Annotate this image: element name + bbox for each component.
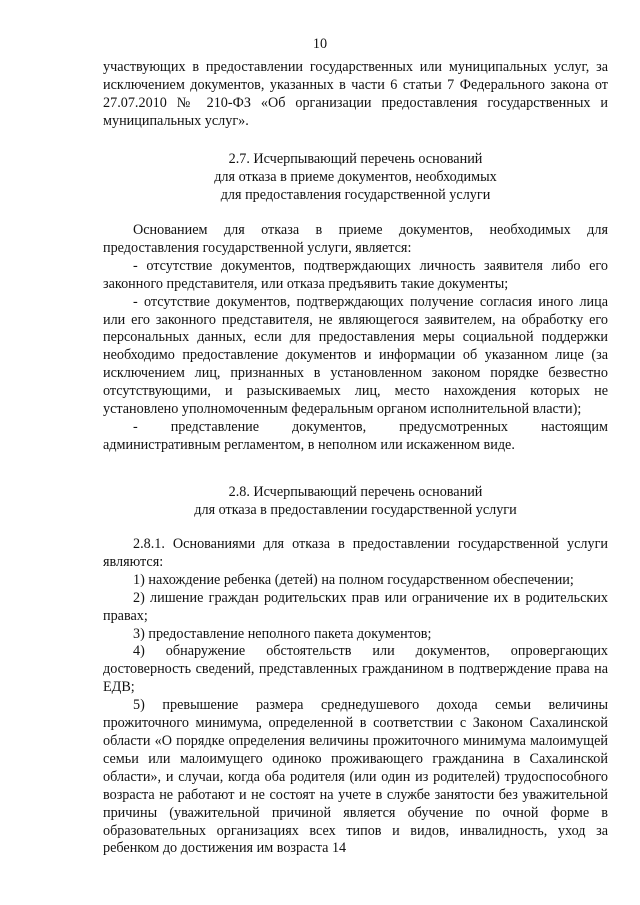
- section-2-7-item: - отсутствие документов, подтверждающих получение согласия иного лица или его законного представителя, не являющегося заявителем, на обработку его персональных данных, если для предоставления меры социальной поддержки необходимо предоставление документов и информации об указанном лице (за исключением лиц, признанных в установленном законом порядке безвестно отсутствующими, и разыскиваемых лиц, место нахождения которых не установлено уполномоченным федеральным органом исполнительной власти);: [103, 293, 608, 418]
- section-2-8-item: 3) предоставление неполного пакета документов;: [133, 625, 432, 642]
- section-2-7-heading: [103, 150, 608, 205]
- intro-paragraph: участвующих в предоставлении государственных или муниципальных услуг, за исключением документов, указанных в части 6 статьи 7 Федерального закона от 27.07.2010 № 210-ФЗ «Об организации предоставления государственных и муниципальных услуг».: [103, 59, 608, 129]
- section-2-8-heading-line: 2.8. Исчерпывающий перечень оснований: [228, 484, 483, 500]
- intro-paragraph-block: [103, 59, 608, 131]
- section-2-7-heading-line: для предоставления государственной услуги: [220, 187, 491, 204]
- section-2-7-heading-line: 2.7. Исчерпывающий перечень оснований: [228, 151, 483, 167]
- section-2-7-body: [103, 222, 608, 455]
- section-2-7-item: - представление документов, предусмотренных настоящим административным регламентом, в неполном или искаженном виде.: [103, 418, 608, 453]
- section-2-7-heading-line: для отказа в приеме документов, необходимых: [214, 169, 497, 186]
- page-number: 10: [312, 36, 328, 52]
- section-2-8-item: 1) нахождение ребенка (детей) на полном государственном обеспечении;: [133, 571, 574, 588]
- section-2-8-heading: [103, 483, 608, 519]
- section-2-8-lead: 2.8.1. Основаниями для отказа в предоставлении государственной услуги являются:: [103, 536, 608, 570]
- section-2-8-body: [103, 536, 608, 858]
- section-2-8-item: 4) обнаружение обстоятельств или документов, опровергающих достоверность сведений, представленных гражданином в подтверждение права на ЕДВ;: [103, 643, 608, 696]
- section-2-8-item: 2) лишение граждан родительских прав или ограничение их в родительских правах;: [103, 589, 608, 624]
- section-2-8-heading-line: для отказа в предоставлении государственной услуги: [194, 502, 517, 519]
- section-2-7-item: - отсутствие документов, подтверждающих личность заявителя либо его законного представителя, или отказа предъявить такие документы;: [103, 257, 608, 292]
- section-2-7-lead: Основанием для отказа в приеме документов, необходимых для предоставления государственной услуги, является:: [103, 222, 608, 256]
- section-2-8-item: 5) превышение размера среднедушевого дохода семьи величины прожиточного минимума, определенной в соответствии с Законом Сахалинской области «О порядке определения величины прожиточного минимума малоимущей семьи или малоимущего одиноко проживающего гражданина в Сахалинской области», и случаи, когда оба родителя (или один из родителей) трудоспособного возраста не работают и не состоят на учете в службе занятости без уважительной причины (уважительной причиной является обучение по очной форме в образовательных организациях всех типов и видов, инвалидность, уход за ребенком до достижения им возраста 14: [103, 697, 608, 857]
